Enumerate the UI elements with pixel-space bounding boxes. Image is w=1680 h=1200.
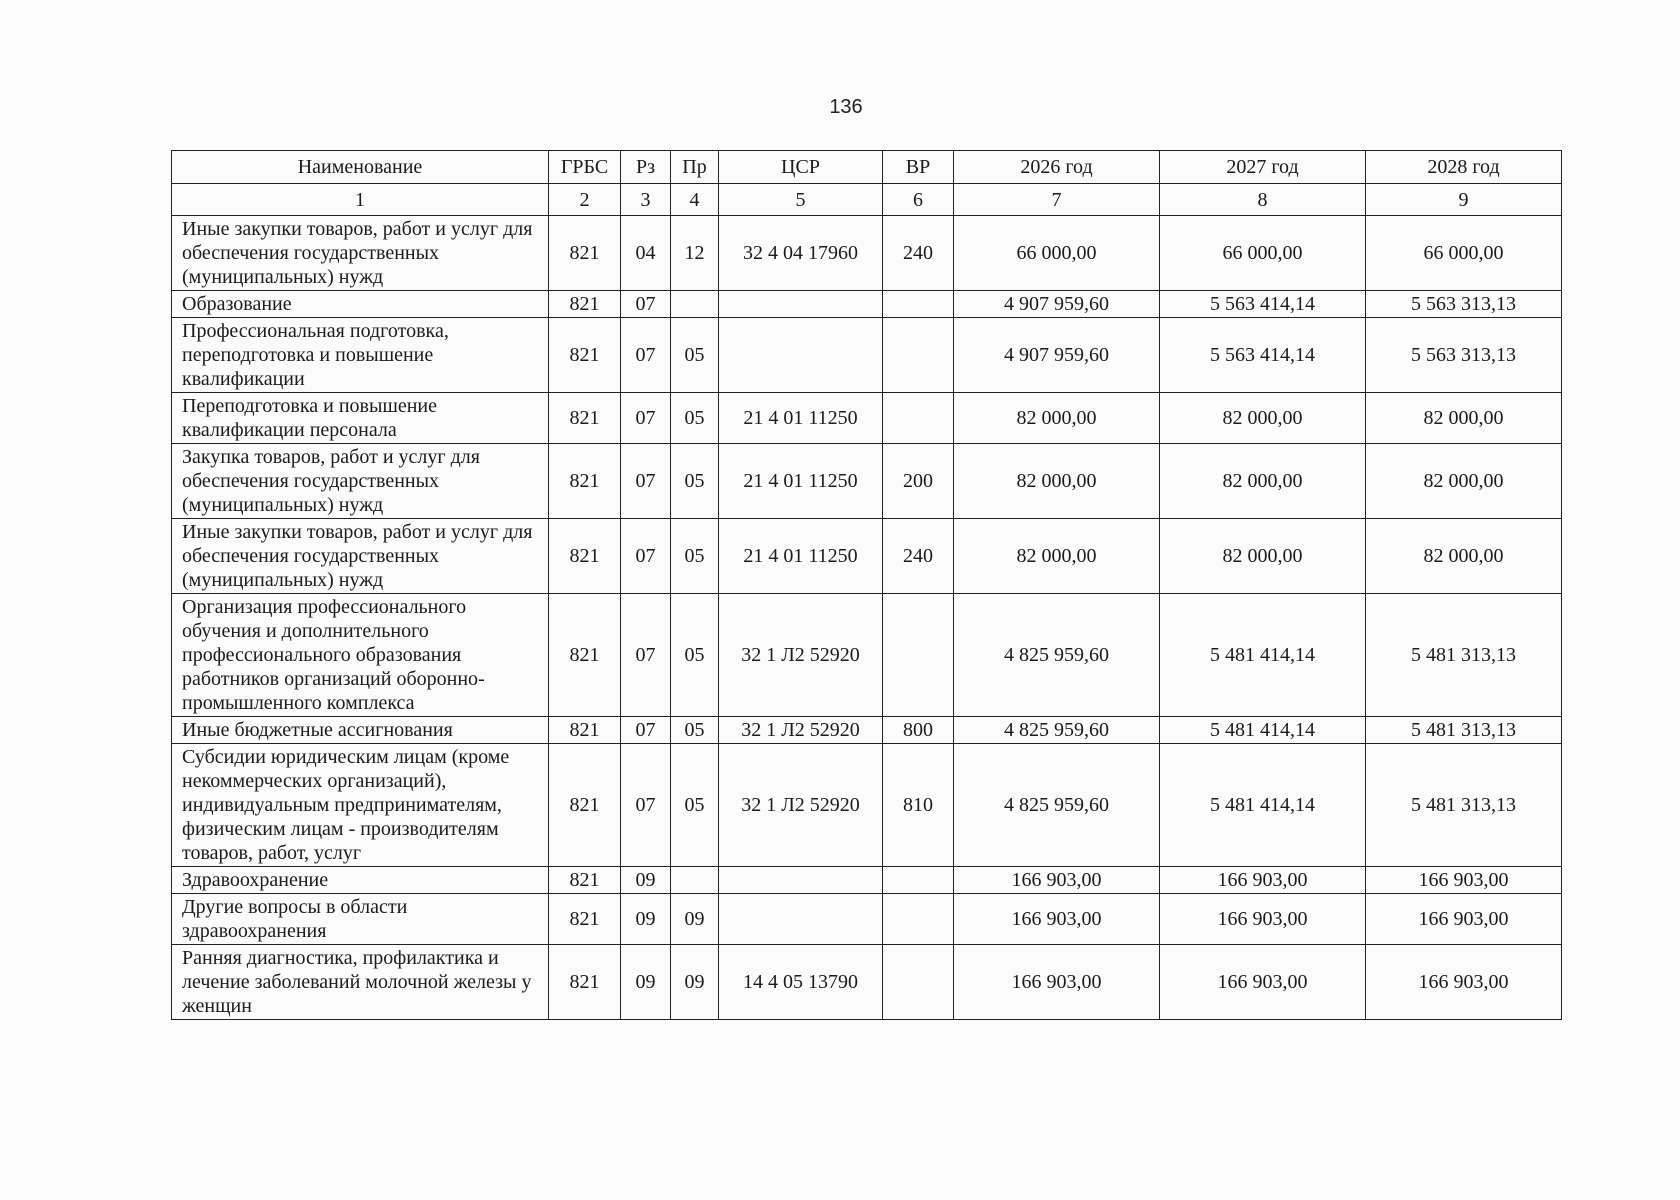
amount-2028-cell: 5 563 313,13 bbox=[1366, 291, 1562, 318]
column-number: 3 bbox=[621, 184, 671, 216]
amount-2028-cell: 166 903,00 bbox=[1366, 945, 1562, 1020]
grbs-cell: 821 bbox=[549, 216, 621, 291]
vr-cell: 200 bbox=[883, 444, 954, 519]
header-2026: 2026 год bbox=[954, 151, 1160, 184]
row-name-cell: Иные закупки товаров, работ и услуг для обеспечения государственных (муниципальных) нужд bbox=[172, 519, 549, 594]
column-number: 8 bbox=[1160, 184, 1366, 216]
amount-2026-cell: 4 825 959,60 bbox=[954, 594, 1160, 717]
amount-2027-cell: 5 481 414,14 bbox=[1160, 594, 1366, 717]
amount-2028-cell: 5 481 313,13 bbox=[1366, 744, 1562, 867]
csr-cell: 32 4 04 17960 bbox=[719, 216, 883, 291]
vr-cell: 810 bbox=[883, 744, 954, 867]
amount-2027-cell: 166 903,00 bbox=[1160, 867, 1366, 894]
header-pr: Пр bbox=[671, 151, 719, 184]
amount-2026-cell: 4 907 959,60 bbox=[954, 318, 1160, 393]
grbs-cell: 821 bbox=[549, 744, 621, 867]
row-name-cell: Организация профессионального обучения и дополнительного профессионального образования работников организаций оборонно-промышленного комплекса bbox=[172, 594, 549, 717]
amount-2026-cell: 4 907 959,60 bbox=[954, 291, 1160, 318]
row-name-cell: Иные бюджетные ассигнования bbox=[172, 717, 549, 744]
row-name-cell: Ранняя диагностика, профилактика и лечение заболеваний молочной железы у женщин bbox=[172, 945, 549, 1020]
csr-cell bbox=[719, 291, 883, 318]
table-row bbox=[172, 594, 1562, 717]
amount-2027-cell: 66 000,00 bbox=[1160, 216, 1366, 291]
pr-cell: 05 bbox=[671, 444, 719, 519]
amount-2026-cell: 166 903,00 bbox=[954, 867, 1160, 894]
pr-cell: 05 bbox=[671, 744, 719, 867]
pr-cell bbox=[671, 867, 719, 894]
vr-cell: 240 bbox=[883, 519, 954, 594]
amount-2027-cell: 82 000,00 bbox=[1160, 444, 1366, 519]
row-name-cell: Закупка товаров, работ и услуг для обеспечения государственных (муниципальных) нужд bbox=[172, 444, 549, 519]
csr-cell: 21 4 01 11250 bbox=[719, 393, 883, 444]
vr-cell: 240 bbox=[883, 216, 954, 291]
row-name-cell: Иные закупки товаров, работ и услуг для обеспечения государственных (муниципальных) нужд bbox=[172, 216, 549, 291]
rz-cell: 07 bbox=[621, 717, 671, 744]
column-number-row bbox=[172, 184, 1562, 216]
table-row bbox=[172, 945, 1562, 1020]
column-number: 6 bbox=[883, 184, 954, 216]
vr-cell bbox=[883, 867, 954, 894]
grbs-cell: 821 bbox=[549, 594, 621, 717]
header-2028: 2028 год bbox=[1366, 151, 1562, 184]
amount-2027-cell: 166 903,00 bbox=[1160, 945, 1366, 1020]
amount-2028-cell: 166 903,00 bbox=[1366, 894, 1562, 945]
amount-2027-cell: 82 000,00 bbox=[1160, 519, 1366, 594]
vr-cell bbox=[883, 594, 954, 717]
pr-cell: 05 bbox=[671, 717, 719, 744]
table-row bbox=[172, 867, 1562, 894]
csr-cell: 32 1 Л2 52920 bbox=[719, 594, 883, 717]
budget-table bbox=[171, 150, 1562, 1020]
csr-cell bbox=[719, 894, 883, 945]
vr-cell bbox=[883, 894, 954, 945]
table-row bbox=[172, 318, 1562, 393]
table-row bbox=[172, 717, 1562, 744]
grbs-cell: 821 bbox=[549, 519, 621, 594]
pr-cell: 12 bbox=[671, 216, 719, 291]
rz-cell: 07 bbox=[621, 318, 671, 393]
grbs-cell: 821 bbox=[549, 717, 621, 744]
pr-cell: 05 bbox=[671, 318, 719, 393]
row-name-cell: Другие вопросы в области здравоохранения bbox=[172, 894, 549, 945]
amount-2027-cell: 5 481 414,14 bbox=[1160, 717, 1366, 744]
amount-2028-cell: 82 000,00 bbox=[1366, 519, 1562, 594]
csr-cell bbox=[719, 867, 883, 894]
vr-cell bbox=[883, 291, 954, 318]
row-name-cell: Образование bbox=[172, 291, 549, 318]
rz-cell: 09 bbox=[621, 945, 671, 1020]
pr-cell: 05 bbox=[671, 594, 719, 717]
grbs-cell: 821 bbox=[549, 318, 621, 393]
table-row bbox=[172, 744, 1562, 867]
amount-2028-cell: 5 481 313,13 bbox=[1366, 594, 1562, 717]
amount-2028-cell: 82 000,00 bbox=[1366, 444, 1562, 519]
csr-cell: 14 4 05 13790 bbox=[719, 945, 883, 1020]
pr-cell: 05 bbox=[671, 393, 719, 444]
csr-cell: 32 1 Л2 52920 bbox=[719, 744, 883, 867]
pr-cell: 09 bbox=[671, 894, 719, 945]
grbs-cell: 821 bbox=[549, 444, 621, 519]
row-name-cell: Профессиональная подготовка, переподготовка и повышение квалификации bbox=[172, 318, 549, 393]
column-number: 5 bbox=[719, 184, 883, 216]
amount-2026-cell: 4 825 959,60 bbox=[954, 744, 1160, 867]
rz-cell: 07 bbox=[621, 744, 671, 867]
amount-2026-cell: 4 825 959,60 bbox=[954, 717, 1160, 744]
csr-cell: 21 4 01 11250 bbox=[719, 519, 883, 594]
pr-cell: 05 bbox=[671, 519, 719, 594]
table-row bbox=[172, 894, 1562, 945]
column-number: 2 bbox=[549, 184, 621, 216]
amount-2026-cell: 82 000,00 bbox=[954, 444, 1160, 519]
header-name: Наименование bbox=[172, 151, 549, 184]
row-name-cell: Субсидии юридическим лицам (кроме некоммерческих организаций), индивидуальным предпринимателям, физическим лицам - производителям товаров, работ, услуг bbox=[172, 744, 549, 867]
amount-2027-cell: 166 903,00 bbox=[1160, 894, 1366, 945]
table-body bbox=[172, 216, 1562, 1020]
vr-cell bbox=[883, 393, 954, 444]
table-row bbox=[172, 519, 1562, 594]
rz-cell: 09 bbox=[621, 867, 671, 894]
rz-cell: 07 bbox=[621, 519, 671, 594]
grbs-cell: 821 bbox=[549, 894, 621, 945]
header-2027: 2027 год bbox=[1160, 151, 1366, 184]
amount-2028-cell: 5 481 313,13 bbox=[1366, 717, 1562, 744]
table-row bbox=[172, 291, 1562, 318]
page-number: 136 bbox=[829, 96, 863, 118]
amount-2028-cell: 66 000,00 bbox=[1366, 216, 1562, 291]
csr-cell bbox=[719, 318, 883, 393]
pr-cell bbox=[671, 291, 719, 318]
grbs-cell: 821 bbox=[549, 945, 621, 1020]
grbs-cell: 821 bbox=[549, 393, 621, 444]
row-name-cell: Здравоохранение bbox=[172, 867, 549, 894]
column-number: 7 bbox=[954, 184, 1160, 216]
rz-cell: 07 bbox=[621, 594, 671, 717]
header-vr: ВР bbox=[883, 151, 954, 184]
vr-cell: 800 bbox=[883, 717, 954, 744]
amount-2026-cell: 166 903,00 bbox=[954, 894, 1160, 945]
column-number: 1 bbox=[172, 184, 549, 216]
grbs-cell: 821 bbox=[549, 291, 621, 318]
amount-2027-cell: 82 000,00 bbox=[1160, 393, 1366, 444]
rz-cell: 07 bbox=[621, 444, 671, 519]
table-row bbox=[172, 216, 1562, 291]
pr-cell: 09 bbox=[671, 945, 719, 1020]
csr-cell: 21 4 01 11250 bbox=[719, 444, 883, 519]
vr-cell bbox=[883, 318, 954, 393]
header-row bbox=[172, 151, 1562, 184]
amount-2028-cell: 5 563 313,13 bbox=[1366, 318, 1562, 393]
header-rz: Рз bbox=[621, 151, 671, 184]
table-row bbox=[172, 393, 1562, 444]
amount-2028-cell: 166 903,00 bbox=[1366, 867, 1562, 894]
vr-cell bbox=[883, 945, 954, 1020]
rz-cell: 09 bbox=[621, 894, 671, 945]
amount-2026-cell: 66 000,00 bbox=[954, 216, 1160, 291]
rz-cell: 07 bbox=[621, 393, 671, 444]
amount-2026-cell: 82 000,00 bbox=[954, 393, 1160, 444]
column-number: 4 bbox=[671, 184, 719, 216]
header-csr: ЦСР bbox=[719, 151, 883, 184]
header-grbs: ГРБС bbox=[549, 151, 621, 184]
amount-2027-cell: 5 563 414,14 bbox=[1160, 318, 1366, 393]
rz-cell: 04 bbox=[621, 216, 671, 291]
amount-2026-cell: 166 903,00 bbox=[954, 945, 1160, 1020]
grbs-cell: 821 bbox=[549, 867, 621, 894]
row-name-cell: Переподготовка и повышение квалификации персонала bbox=[172, 393, 549, 444]
amount-2026-cell: 82 000,00 bbox=[954, 519, 1160, 594]
table-row bbox=[172, 444, 1562, 519]
amount-2027-cell: 5 481 414,14 bbox=[1160, 744, 1366, 867]
rz-cell: 07 bbox=[621, 291, 671, 318]
column-number: 9 bbox=[1366, 184, 1562, 216]
amount-2027-cell: 5 563 414,14 bbox=[1160, 291, 1366, 318]
csr-cell: 32 1 Л2 52920 bbox=[719, 717, 883, 744]
amount-2028-cell: 82 000,00 bbox=[1366, 393, 1562, 444]
